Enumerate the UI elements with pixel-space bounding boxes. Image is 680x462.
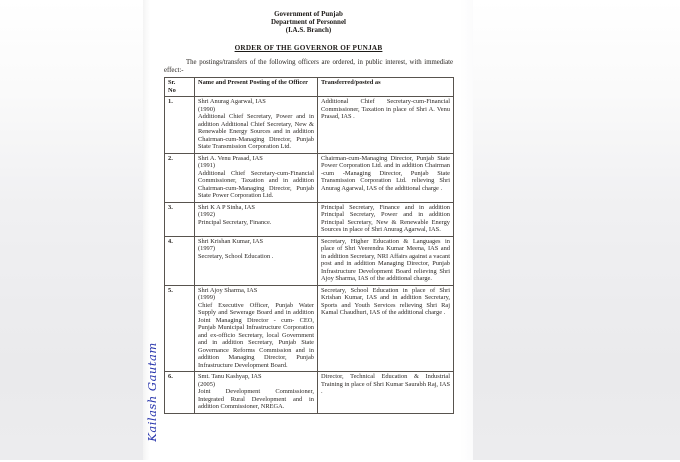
- org-line-2: Department of Personnel: [270, 17, 347, 26]
- table-row: [165, 285, 454, 372]
- officer-name: Shri Ajoy Sharma, IAS: [198, 286, 258, 294]
- transferred-posting: Secretary, School Education in place of Shri Krishan Kumar, IAS and in addition Secretary, Sports and Youth Services relieving Shri Raj Kamal Chaudhuri, IAS of the additional charge .: [318, 285, 454, 372]
- batch-year: (1997): [198, 245, 216, 252]
- officer-name: Smt. Tanu Kashyap, IAS: [198, 373, 262, 380]
- officer-present-posting: [195, 372, 318, 414]
- header-sr-no: Sr. No: [165, 78, 195, 97]
- present-posting: Chief Executive Officer, Punjab Water Supply and Sewerage Board and in addition Joint Managing Director - cum- CEO, Punjab Municipal Infrastructure Corporation and ex-officio Secretary, local Government and in addition Secretary, Punjab State Governance Reforms Commission and in addition Managing Director, Punjab Infrastructure Development Board.: [198, 301, 314, 369]
- officer-name: Shri Krishan Kumar, IAS: [198, 237, 264, 245]
- batch-year: (1999): [198, 294, 216, 301]
- sr-no: 5.: [165, 285, 195, 372]
- table-row: [165, 236, 454, 285]
- sr-no: 6.: [165, 372, 195, 414]
- present-posting: Secretary, School Education .: [198, 252, 274, 260]
- transferred-posting: Director, Technical Education & Industrial Training in place of Shri Kumar Saurabh Raj, IAS .: [318, 372, 454, 414]
- batch-year: (1992): [198, 211, 216, 218]
- present-posting: Additional Chief Secretary, Power and in addition Additional Chief Secretary, New & Renewable Energy Sources and in addition Chairman-cum-Managing Director, Punjab State Transmission Corporation Ltd.: [198, 113, 314, 150]
- present-posting: Joint Development Commissioner, Integrated Rural Development and in addition Commissioner, NREGA.: [198, 388, 314, 410]
- table-row: [165, 202, 454, 236]
- officer-name: Shri A. Venu Prasad, IAS: [198, 154, 263, 162]
- transferred-posting: Additional Chief Secretary-cum-Financial Commissioner, Taxation in place of Shri A. Venu Prasad, IAS .: [318, 97, 454, 154]
- batch-year: (2005): [198, 380, 216, 388]
- transferred-posting: Principal Secretary, Finance and in addition Principal Secretary, Power and in addition Principal Secretary, New & Renewable Energy Sources in place of Shri Anurag Agarwal, IAS.: [318, 202, 454, 236]
- transferred-posting: Chairman-cum-Managing Director, Punjab State Power Corporation Ltd. and in addition Chairman -cum -Managing Director, Punjab State Transmission Corporation Ltd. relieving Shri Anurag Agarwal, IAS of the additional charge .: [318, 153, 454, 202]
- header-name-posting: Name and Present Posting of the Officer: [195, 78, 318, 97]
- table-header-row: [165, 78, 454, 97]
- officer-present-posting: [195, 153, 318, 202]
- officer-present-posting: [195, 202, 318, 236]
- sr-no: 3.: [165, 202, 195, 236]
- table-row: [165, 372, 454, 414]
- transferred-posting: Secretary, Higher Education & Languages in place of Shri Veerendra Kumar Meena, IAS and in addition Secretary, NRI Affairs against a vacant post and in addition Managing Director, Punjab Infrastructure Development Board relieving Shri Ajoy Sharma, IAS of the additional charge.: [318, 236, 454, 285]
- sr-no: 1.: [165, 97, 195, 154]
- intro-paragraph: The postings/transfers of the following officers are ordered, in public interest, with immediate effect:-: [164, 59, 453, 74]
- handwritten-signature: Kailash Gautam: [145, 342, 159, 442]
- letterhead: [164, 11, 453, 34]
- present-posting: Principal Secretary, Finance.: [198, 218, 272, 226]
- officer-present-posting: [195, 97, 318, 154]
- officer-present-posting: [195, 236, 318, 285]
- officer-name: Shri K A P Sinha, IAS: [198, 203, 255, 211]
- batch-year: (1991): [198, 162, 216, 169]
- batch-year: (1990): [198, 105, 216, 113]
- table-row: [165, 97, 454, 154]
- header-transferred: Transferred/posted as: [318, 78, 454, 97]
- officer-name: Shri Anurag Agarwal, IAS: [198, 98, 266, 105]
- officer-present-posting: [195, 285, 318, 372]
- postings-table: [164, 77, 454, 414]
- present-posting: Additional Chief Secretary-cum-Financial Commissioner, Taxation and in addition Chairman-cum-Managing Director, Punjab State Power Corporation Ltd.: [198, 169, 314, 199]
- sr-no: 2.: [165, 153, 195, 202]
- org-line-1: Government of Punjab: [274, 10, 343, 18]
- table-row: [165, 153, 454, 202]
- org-line-3: (I.A.S. Branch): [285, 25, 332, 34]
- order-title: ORDER OF THE GOVERNOR OF PUNJAB: [234, 44, 383, 52]
- sr-no: 4.: [165, 236, 195, 285]
